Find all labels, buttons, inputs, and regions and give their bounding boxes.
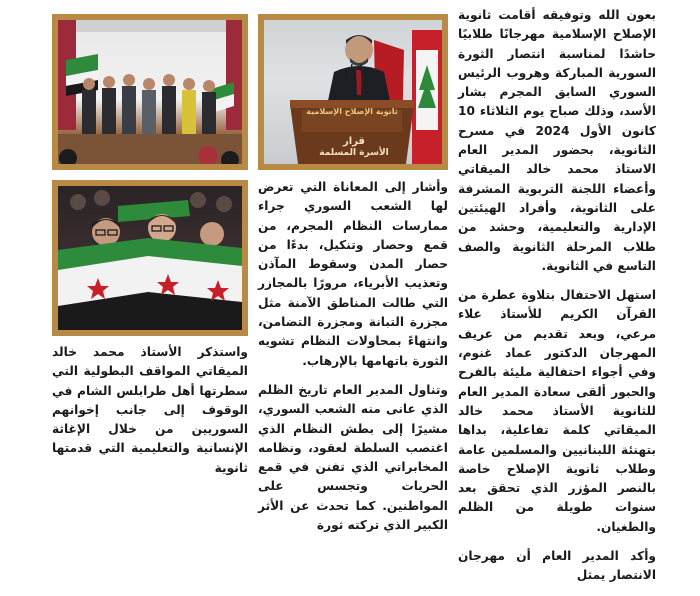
students-flags-scene	[58, 186, 242, 330]
article-paragraph: بعون الله وتوفيقه أقامت ثانوية الإصلاح الإسلامية مهرجانًا طلابيًا حاشدًا لمناسبة انتصار الثورة السورية المباركة وهروب الرئيس السوري السابق المجرم بشار الأسد، وذلك صباح يوم الثلاثاء 10 كانون الأول 2024 في مسرح الثانوية، بحضور المدير العام الاستاذ محمد خالد الميقاتي وأعضاء اللجنة التربوية المشرفة على الثانوية، وأفراد الهيئتين الإدارية والتعليمية، وحشد من طلاب المرحلة الثانوية والصف التاسع في الثانوية.	[458, 8, 656, 273]
article-column-right	[458, 6, 656, 596]
article-column-left	[52, 343, 248, 488]
stage-group-photo	[52, 14, 248, 170]
podium-photo	[258, 14, 448, 170]
article-paragraph: وتناول المدير العام تاريخ الظلم الذي عانى منه الشعب السوري، مشيرًا إلى بطش النظام الذي اغتصب السلطة لعقود، ونظامه المخابراتي الذي تفنن في قمع الحريات وتجسس على المواطنين. كما تحدث عن الأثر الكبير الذي تركته ثورة	[258, 382, 448, 533]
article-column-middle	[258, 178, 448, 545]
backdrop-text-1: قرار	[343, 136, 365, 147]
students-flags-photo	[52, 180, 248, 336]
backdrop-text-2: الأسرة المسلمة	[319, 148, 389, 158]
podium-sign-text: ثانوية الإصلاح الإسلامية	[306, 107, 398, 116]
article-paragraph: استهل الاحتفال بتلاوة عطرة من القرآن الكريم للأستاذ علاء مرعي، وبعد تقديم من عريف المهرجان الدكتور عماد غنوم، وفي أجواء احتفالية مليئة بالفرح والحبور ألقى سعادة المدير العام للثانوية الأستاذ محمد خالد الميقاتي كلمة تفاعلية، بداها بتهنئة اللبنانيين والمسلمين عامة وطلاب ثانوية الإصلاح خاصة بالنصر المؤزر الذي تحقق بعد سنوات طويلة من الظلم والطغيان.	[458, 288, 656, 534]
stage-group-scene	[58, 20, 242, 164]
article-paragraph: واستذكر الأستاذ محمد خالد الميقاتي المواقف البطولية التي سطرتها أهل طرابلس الشام في الوقوف إلى جانب إخوانهم السوريين من خلال الإغاثة الإنسانية والتعليمية التي قدمتها ثانوية	[52, 345, 248, 475]
article-paragraph: وأشار إلى المعاناة التي تعرض لها الشعب السوري جراء ممارسات النظام المجرم، من قمع وحصار وتنكيل، بدءًا من حصار المدن وسقوط المآذن وتعذيب الأبرياء، مرورًا بالمجازر التي طالت المناطق الآمنة مثل مجزرة التبانة ومجزرة التضامن، وانتهاءً بمحاولات النظام تشويه الثورة باتهامها بالإرهاب.	[258, 180, 448, 368]
article-paragraph: وأكد المدير العام أن مهرجان الانتصار يمثل	[458, 549, 656, 583]
